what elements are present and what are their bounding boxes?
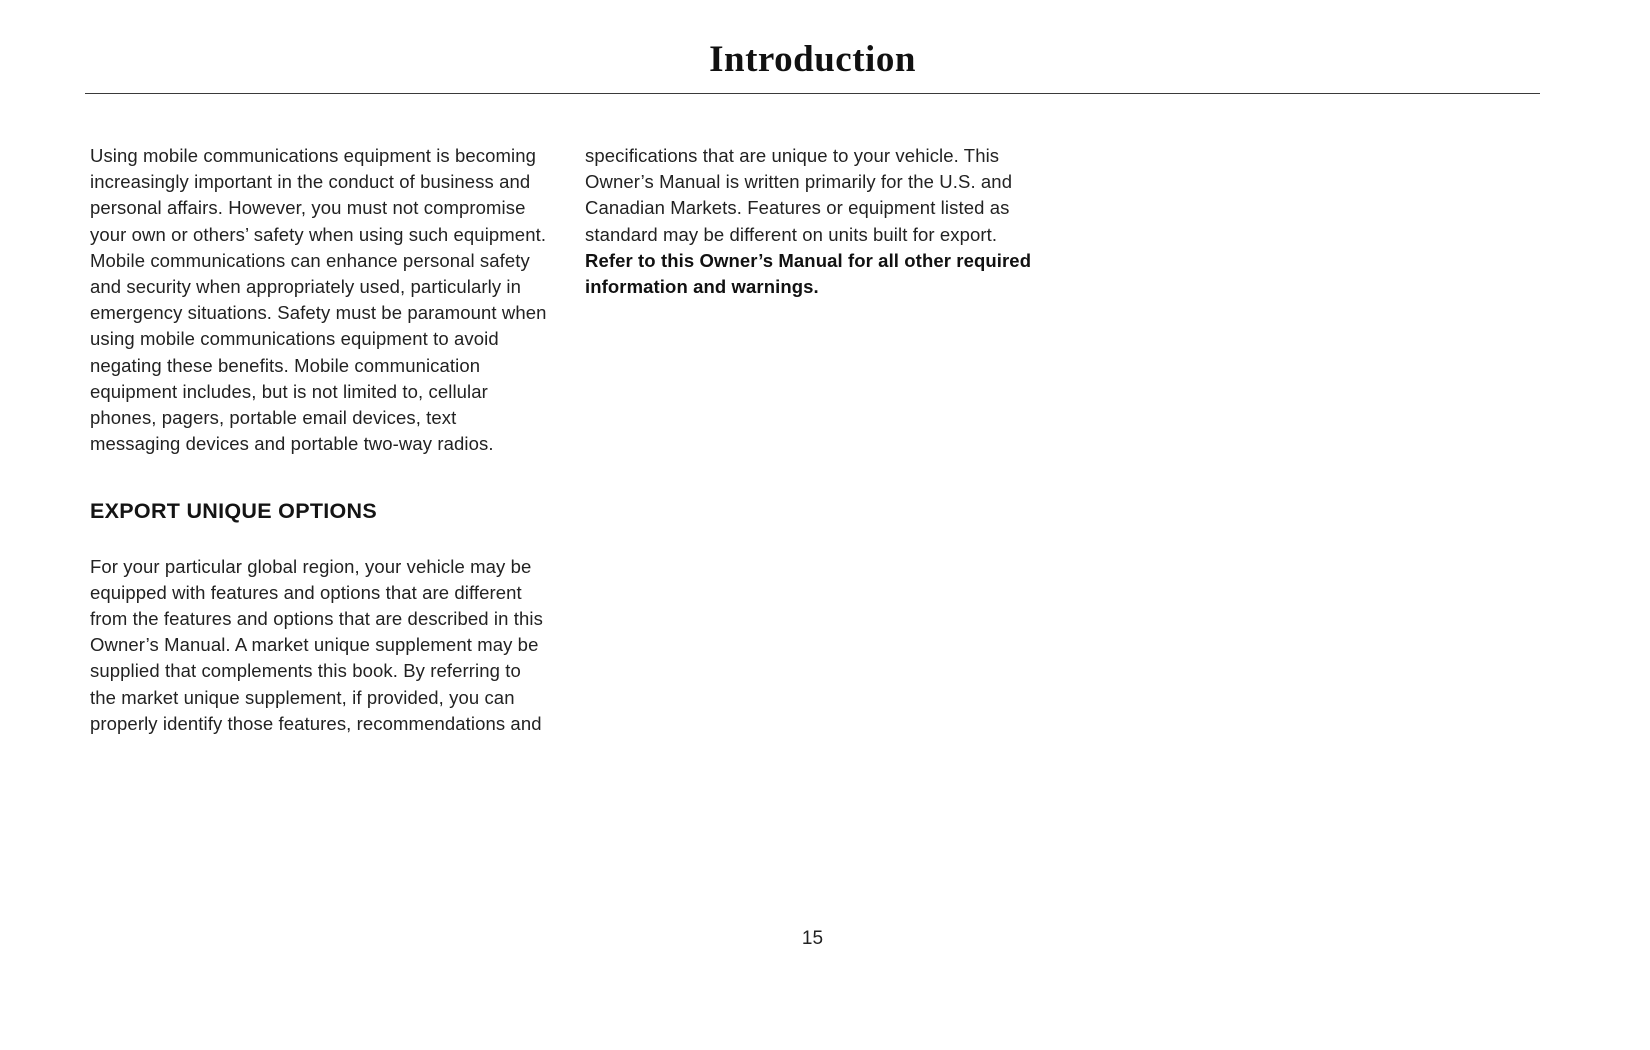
right-paragraph-normal-text: specifications that are unique to your vehicle. This Owner’s Manual is written primarily for the U.S. and Canadian Markets. Features or equipment listed as standard may be different on units built for export. [585, 145, 1013, 245]
right-paragraph-bold-text: Refer to this Owner’s Manual for all other required information and warnings. [585, 249, 1032, 298]
section-heading-export-unique-options: EXPORT UNIQUE OPTIONS [90, 499, 378, 524]
page-title: Introduction [709, 39, 916, 80]
left-paragraph-1: Using mobile communications equipment is becoming increasingly important in the conduct of business and personal affairs. However, you must not compromise your own or others’ safety when using such equipment. Mobile communications can enhance personal safety and security when appropriately used, particularly in emergency situations. Safety must be paramount when using mobile communications equipment to avoid negating these benefits. Mobile communication equipment includes, but is not limited to, cellular phones, pagers, portable email devices, text messaging devices and portable two-way radios. [90, 145, 547, 455]
title-divider [85, 93, 1540, 94]
page-number: 15 [801, 928, 824, 949]
left-paragraph-2: For your particular global region, your vehicle may be equipped with features and options that are different from the features and options that are described in this Owner’s Manual. A market unique supplement may be supplied that complements this book. By referring to the market unique supplement, if provided, you can properly identify those features, recommendations and [90, 555, 543, 734]
left-column [90, 143, 548, 737]
right-paragraph [585, 143, 1045, 300]
right-column [585, 143, 1045, 300]
